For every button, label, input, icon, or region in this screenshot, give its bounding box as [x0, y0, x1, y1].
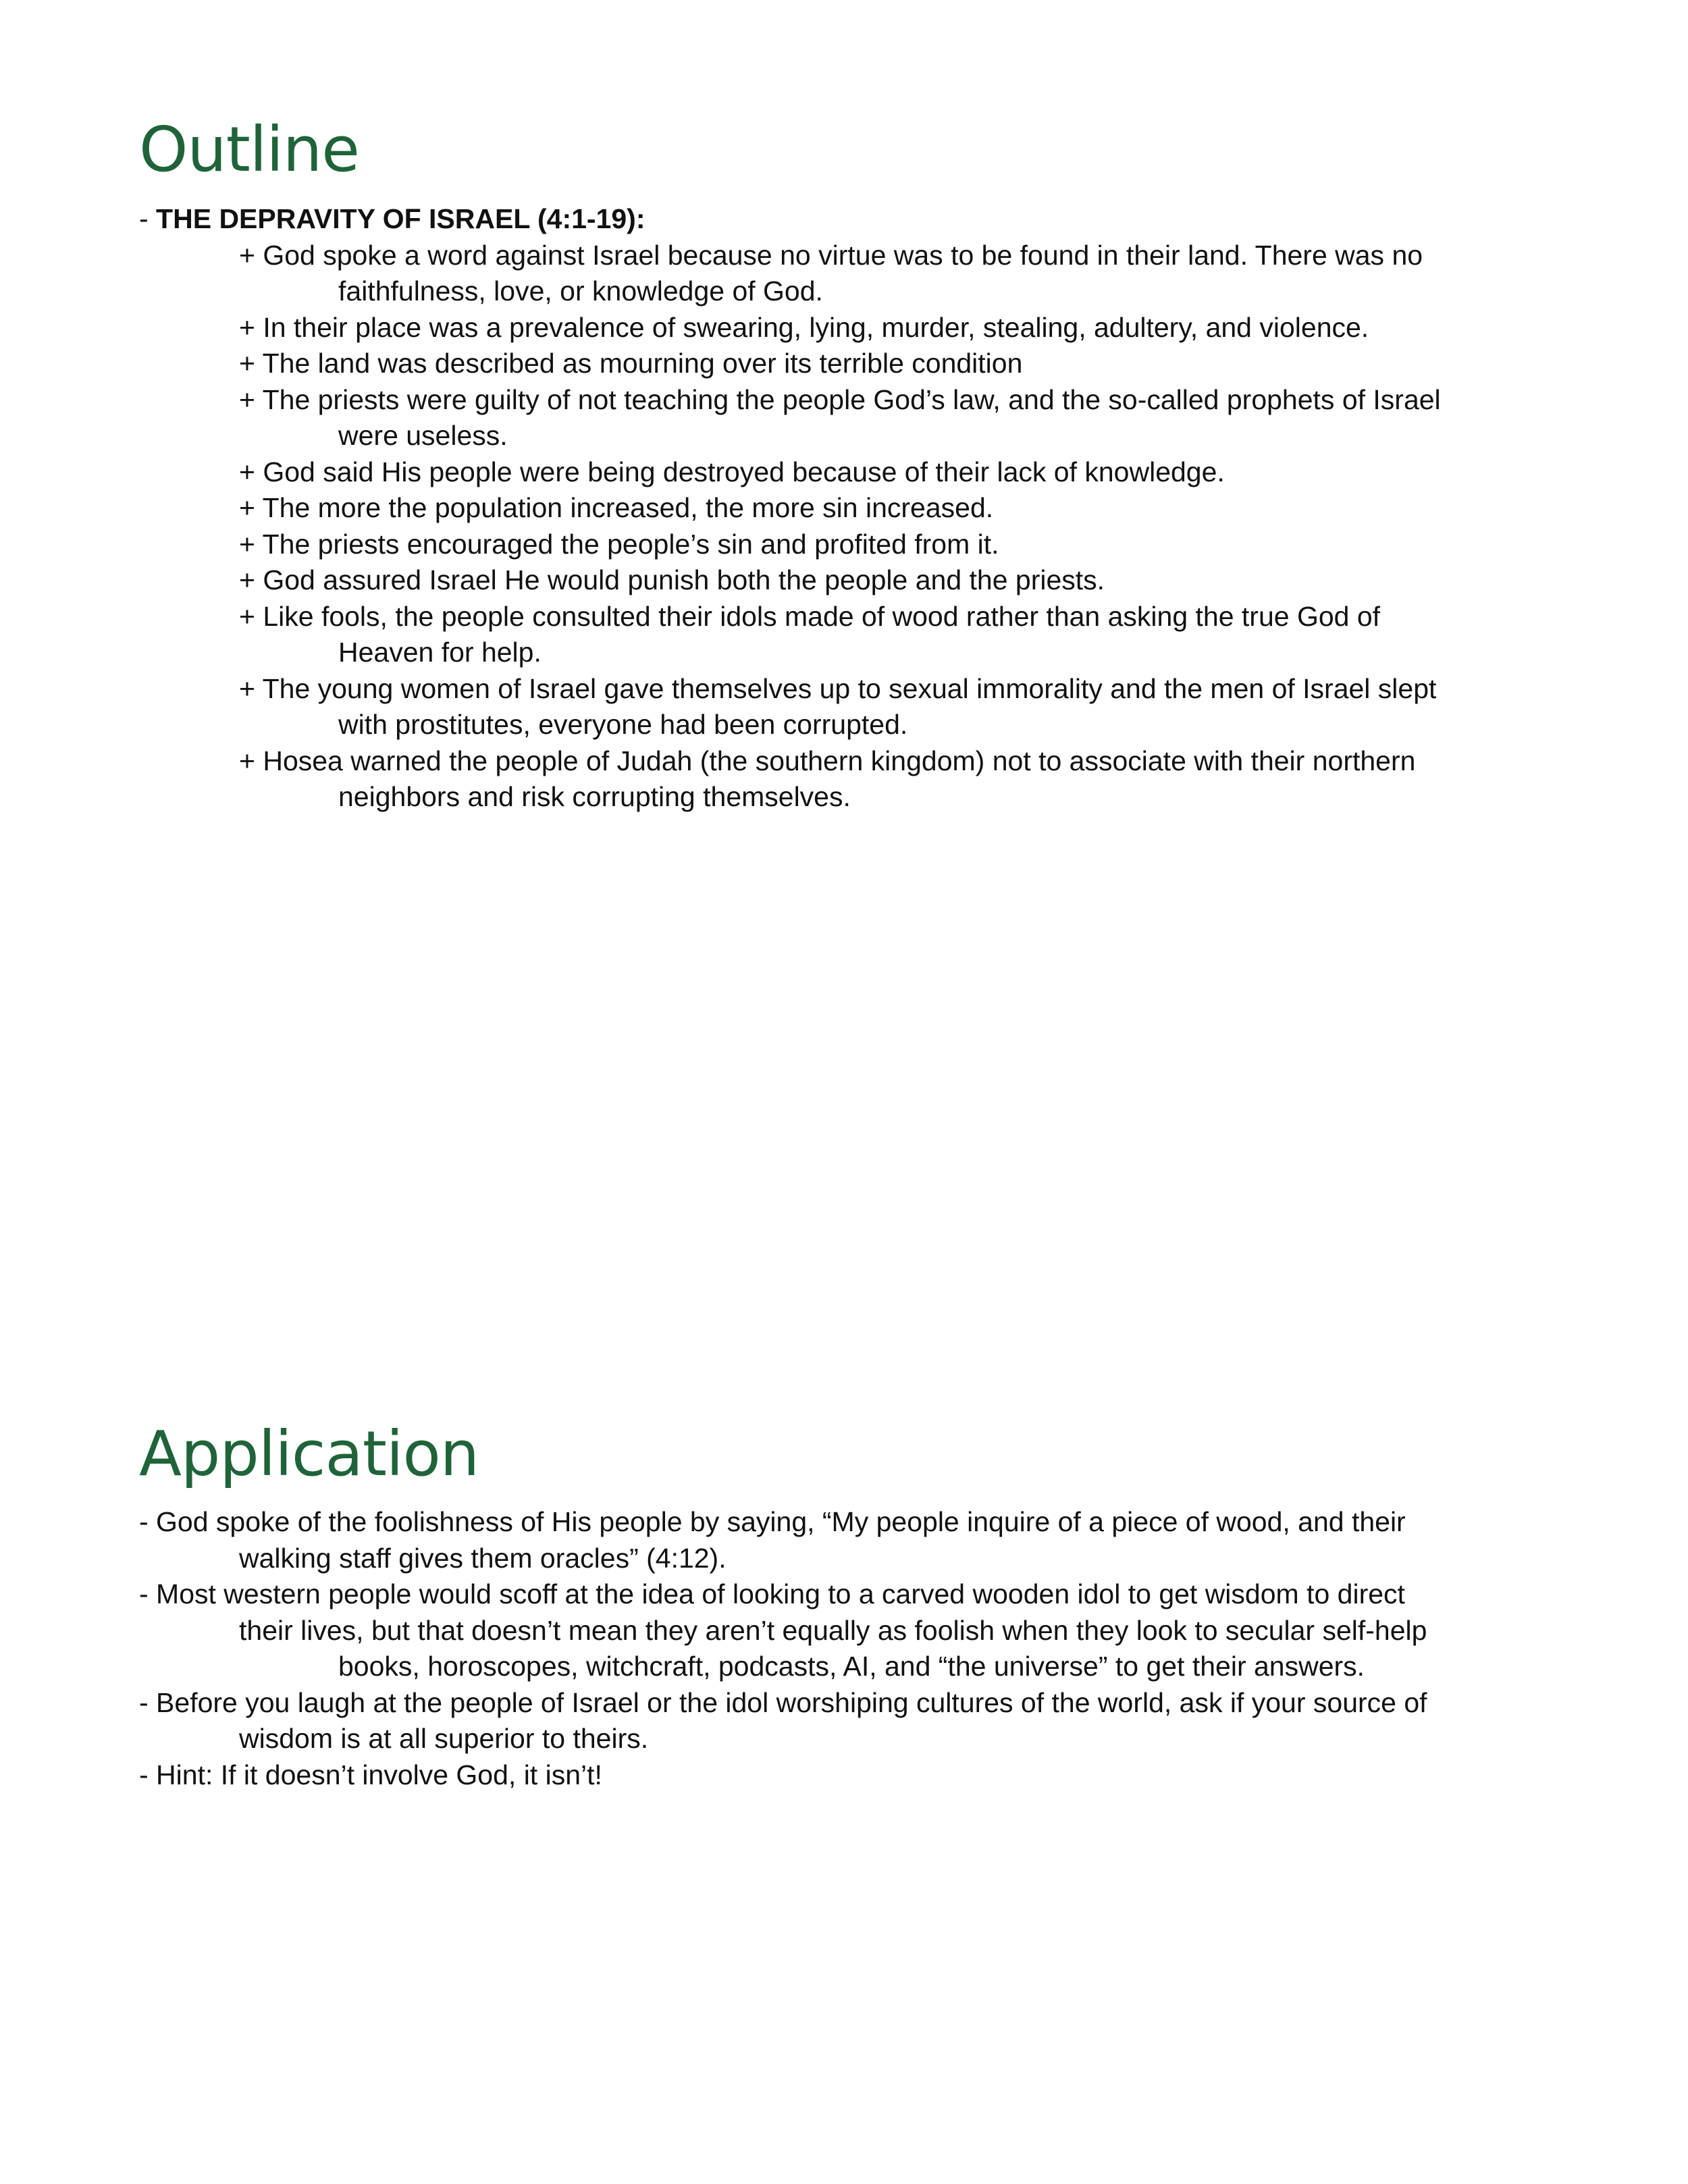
application-item-1: - God spoke of the foolishness of His people by saying, “My people inquire of a piece of wood, and their — [139, 1506, 1406, 1537]
outline-item-6: + The more the population increased, the more sin increased. — [239, 492, 994, 523]
outline-item-7: + The priests encouraged the people’s sin and profited from it. — [239, 528, 999, 560]
outline-section — [139, 201, 1557, 816]
application-heading: Application — [139, 1418, 479, 1490]
application-item-2-continued: their lives, but that doesn’t mean they aren’t equally as foolish when they look to secular self-help — [239, 1614, 1427, 1646]
outline-item-10: + The young women of Israel gave themselves up to sexual immorality and the men of Israel slept — [239, 672, 1437, 704]
outline-item-11-continued: neighbors and risk corrupting themselves. — [338, 781, 851, 812]
outline-item-1-continued: faithfulness, love, or knowledge of God. — [338, 275, 823, 307]
section-heading: THE DEPRAVITY OF ISRAEL (4:1-19): — [156, 203, 645, 234]
outline-item-1: + God spoke a word against Israel because no virtue was to be found in their land. There was no — [239, 239, 1423, 271]
application-item-4: - Hint: If it doesn’t involve God, it isn’t! — [139, 1759, 602, 1790]
application-item-2-continued: books, horoscopes, witchcraft, podcasts, AI, and “the universe” to get their answers. — [338, 1651, 1365, 1682]
outline-item-5: + God said His people were being destroyed because of their lack of knowledge. — [239, 456, 1225, 487]
application-item-1-continued: walking staff gives them oracles” (4:12). — [239, 1542, 727, 1574]
outline-item-3: + The land was described as mourning over its terrible condition — [239, 348, 1023, 379]
outline-item-9-continued: Heaven for help. — [338, 637, 542, 668]
outline-section-heading-line — [139, 201, 1557, 238]
section-marker: - — [139, 203, 157, 234]
application-section — [139, 1504, 1557, 1793]
application-item-3: - Before you laugh at the people of Israel or the idol worshiping cultures of the world, ask if your source of — [139, 1686, 1427, 1718]
outline-item-4-continued: were useless. — [338, 420, 508, 451]
outline-heading: Outline — [139, 113, 359, 186]
outline-item-4: + The priests were guilty of not teaching the people God’s law, and the so-called prophets of Israel — [239, 383, 1441, 415]
application-item-2: - Most western people would scoff at the idea of looking to a carved wooden idol to get wisdom to direct — [139, 1578, 1405, 1609]
outline-item-2: + In their place was a prevalence of swearing, lying, murder, stealing, adultery, and violence. — [239, 311, 1369, 343]
outline-item-9: + Like fools, the people consulted their idols made of wood rather than asking the true God of — [239, 600, 1381, 632]
outline-item-11: + Hosea warned the people of Judah (the southern kingdom) not to associate with their northern — [239, 745, 1416, 776]
outline-item-10-continued: with prostitutes, everyone had been corrupted. — [338, 709, 908, 740]
outline-item-8: + God assured Israel He would punish both the people and the priests. — [239, 564, 1105, 595]
application-item-3-continued: wisdom is at all superior to theirs. — [239, 1723, 649, 1754]
